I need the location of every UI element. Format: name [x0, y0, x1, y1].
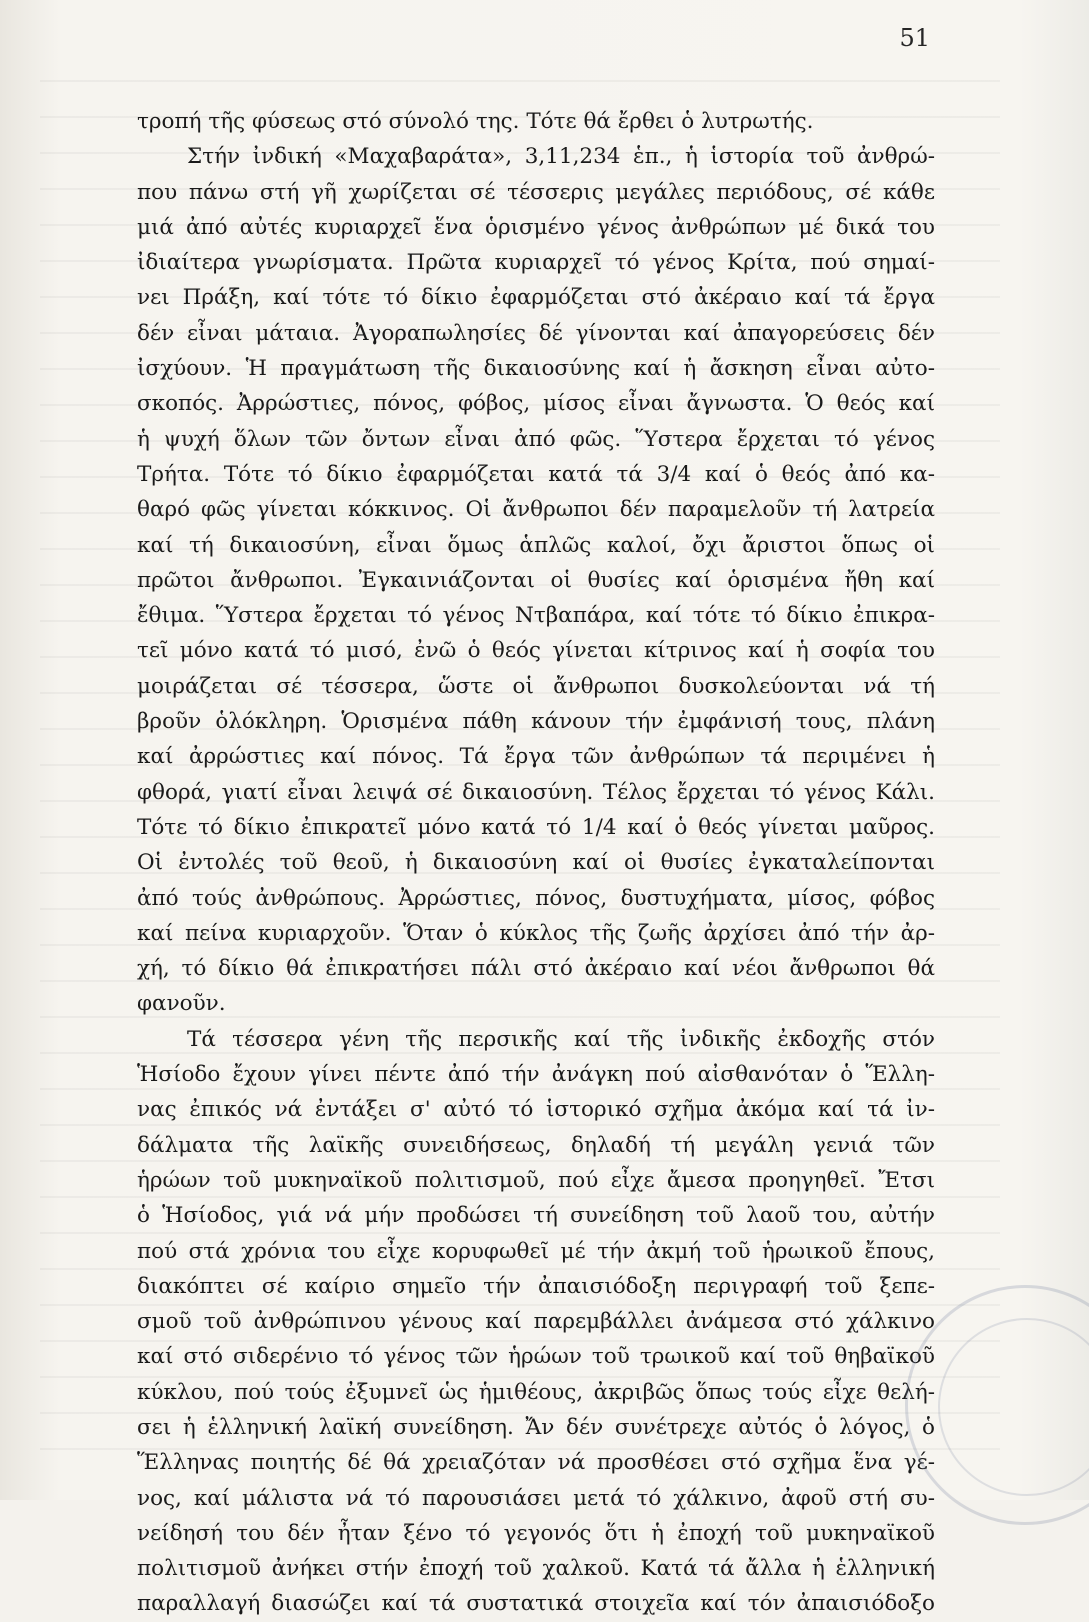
text-line: ἔθιμα. Ὕστερα ἔρχεται τό γένος Ντβαπάρα, καί τότε τό δίκιο ἐπικρα- — [137, 603, 935, 629]
text-line: ὁ Ἡσίοδος, γιά νά μήν προδώσει τή συνείδηση τοῦ λαοῦ του, αὐτήν — [137, 1203, 935, 1229]
text-line: διακόπτει σέ καίριο σημεῖο τήν ἀπαισιόδοξη περιγραφή τοῦ ξεπε- — [137, 1273, 935, 1299]
text-line: Ἡσίοδο ἔχουν γίνει πέντε ἀπό τήν ἀνάγκη πού αἰσθανόταν ὁ Ἕλλη- — [137, 1062, 935, 1088]
text-line: ἀπό τούς ἀνθρώπους. Ἀρρώστιες, πόνος, δυστυχήματα, μίσος, φόβος — [137, 885, 935, 911]
text-line: βροῦν ὁλόκληρη. Ὁρισμένα πάθη κάνουν τήν ἐμφάνισή τους, πλάνη — [137, 709, 935, 735]
text-line: σμοῦ τοῦ ἀνθρώπινου γένους καί παρεμβάλλει ἀνάμεσα στό χάλκινο — [137, 1309, 935, 1335]
text-line: ἰδιαίτερα γνωρίσματα. Πρῶτα κυριαρχεῖ τό γένος Κρίτα, πού σημαί- — [137, 250, 935, 276]
library-stamp-inner-ring — [938, 1318, 1089, 1496]
text-line: Οἱ ἐντολές τοῦ θεοῦ, ἡ δικαιοσύνη καί οἱ θυσίες ἐγκαταλείπονται — [137, 850, 935, 876]
text-line: παραλλαγή διασώζει καί τά συστατικά στοιχεῖα καί τόν ἀπαισιόδοξο — [137, 1591, 935, 1617]
text-line: χή, τό δίκιο θά ἐπικρατήσει πάλι στό ἀκέραιο καί νέοι ἄνθρωποι θά — [137, 956, 935, 982]
text-line: καί ἀρρώστιες καί πόνος. Τά ἔργα τῶν ἀνθρώπων τά περιμένει ἡ — [137, 744, 935, 770]
text-line: κύκλου, πού τούς ἐξυμνεῖ ὡς ἡμιθέους, ἀκριβῶς ὅπως τούς εἶχε θελή- — [137, 1379, 935, 1405]
text-line: καί τή δικαιοσύνη, εἶναι ὅμως ἁπλῶς καλοί, ὄχι ἄριστοι ὅπως οἱ — [137, 532, 935, 558]
text-line: ἡρώων τοῦ μυκηναϊκοῦ πολιτισμοῦ, πού εἶχε ἄμεσα προηγηθεῖ. Ἔτσι — [137, 1167, 935, 1193]
text-line: θαρό φῶς γίνεται κόκκινος. Οἱ ἄνθρωποι δέν παραμελοῦν τή λατρεία — [137, 497, 935, 523]
text-line: πολιτισμοῦ ἀνήκει στήν ἐποχή τοῦ χαλκοῦ. Κατά τά ἄλλα ἡ ἑλληνική — [137, 1556, 935, 1582]
text-line: Τρήτα. Τότε τό δίκιο ἐφαρμόζεται κατά τά 3/4 καί ὁ θεός ἀπό κα- — [137, 461, 935, 487]
text-line: ἰσχύουν. Ἡ πραγμάτωση τῆς δικαιοσύνης καί ἡ ἄσκηση εἶναι αὐτο- — [137, 356, 935, 382]
text-line: Στήν ἰνδική «Μαχαβαράτα», 3,11,234 ἑπ., ἡ ἱστορία τοῦ ἀνθρώ- — [187, 144, 935, 170]
text-line: δέν εἶναι μάταια. Ἀγοραπωλησίες δέ γίνονται καί ἀπαγορεύσεις δέν — [137, 320, 935, 346]
text-line: Τά τέσσερα γένη τῆς περσικῆς καί τῆς ἰνδικῆς ἐκδοχῆς στόν — [187, 1026, 935, 1052]
body-text — [137, 104, 935, 1622]
text-line: σει ἡ ἑλληνική λαϊκή συνείδηση. Ἄν δέν συνέτρεχε αὐτός ὁ λόγος, ὁ — [137, 1414, 935, 1440]
text-line: τροπή τῆς φύσεως στό σύνολό της. Τότε θά ἔρθει ὁ λυτρωτής. — [137, 109, 814, 134]
text-line: πρῶτοι ἄνθρωποι. Ἐγκαινιάζονται οἱ θυσίες καί ὁρισμένα ἤθη καί — [137, 567, 935, 593]
text-line: δάλματα τῆς λαϊκῆς συνειδήσεως, δηλαδή τή μεγάλη γενιά τῶν — [137, 1132, 935, 1158]
text-line: πού στά χρόνια του εἶχε κορυφωθεῖ μέ τήν ἀκμή τοῦ ἡρωικοῦ ἔπους, — [137, 1238, 935, 1264]
page-number: 51 — [899, 24, 930, 52]
text-line: φανοῦν. — [137, 991, 226, 1017]
text-line: Τότε τό δίκιο ἐπικρατεῖ μόνο κατά τό 1/4 καί ὁ θεός γίνεται μαῦρος. — [137, 814, 935, 840]
text-line: νας ἐπικός νά ἐντάξει σ' αὐτό τό ἱστορικό σχῆμα ἀκόμα καί τά ἰν- — [137, 1097, 935, 1123]
text-line: νει Πράξη, καί τότε τό δίκιο ἐφαρμόζεται στό ἀκέραιο καί τά ἔργα — [137, 285, 935, 311]
text-line: καί στό σιδερένιο τό γένος τῶν ἡρώων τοῦ τρωικοῦ καί τοῦ θηβαϊκοῦ — [137, 1344, 935, 1370]
text-line: σκοπός. Ἀρρώστιες, πόνος, φόβος, μίσος εἶναι ἄγνωστα. Ὁ θεός καί — [137, 391, 935, 417]
text-line: τεῖ μόνο κατά τό μισό, ἐνῶ ὁ θεός γίνεται κίτρινος καί ἡ σοφία του — [137, 638, 935, 664]
text-line: που πάνω στή γῆ χωρίζεται σέ τέσσερις μεγάλες περιόδους, σέ κάθε — [137, 179, 935, 205]
text-line: φθορά, γιατί εἶναι λειψά σέ δικαιοσύνη. Τέλος ἔρχεται τό γένος Κάλι. — [137, 779, 935, 805]
text-line: μιά ἀπό αὐτές κυριαρχεῖ ἕνα ὁρισμένο γένος ἀνθρώπων μέ δικά του — [137, 214, 935, 240]
text-line: μοιράζεται σέ τέσσερα, ὥστε οἱ ἄνθρωποι δυσκολεύονται νά τή — [137, 673, 935, 699]
text-line: Ἕλληνας ποιητής δέ θά χρειαζόταν νά προσθέσει στό σχῆμα ἕνα γέ- — [137, 1450, 935, 1476]
text-line: νείδησή του δέν ἦταν ξένο τό γεγονός ὅτι ἡ ἐποχή τοῦ μυκηναϊκοῦ — [137, 1520, 935, 1546]
text-line: καί πείνα κυριαρχοῦν. Ὅταν ὁ κύκλος τῆς ζωῆς ἀρχίσει ἀπό τήν ἀρ- — [137, 920, 935, 946]
text-line: ἡ ψυχή ὅλων τῶν ὄντων εἶναι ἀπό φῶς. Ὕστερα ἔρχεται τό γένος — [137, 426, 935, 452]
text-line: νος, καί μάλιστα νά τό παρουσιάσει μετά τό χάλκινο, ἀφοῦ στή συ- — [137, 1485, 935, 1511]
